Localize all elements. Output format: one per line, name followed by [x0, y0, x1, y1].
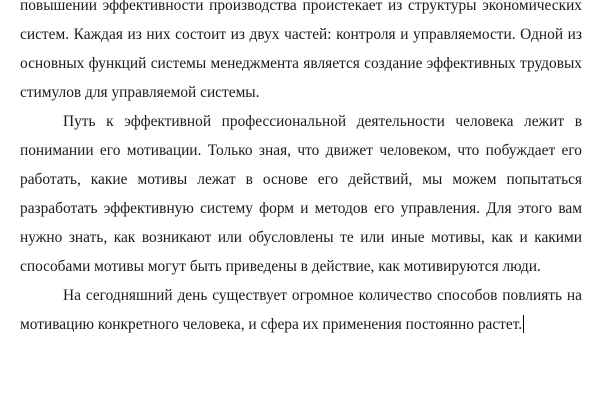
paragraph-3 [20, 281, 582, 339]
paragraph-2: Путь к эффективной профессиональной деятельности человека лежит в понимании его мотивации. Только зная, что движет человеком, что побуждает его работать, какие мотивы лежат в основе его действий, мы можем попытаться разработать эффективную систему форм и методов его управления. Для этого вам нужно знать, как возникают или обусловлены те или иные мотивы, как и какими способами мотивы могут быть приведены в действие, как мотивируются люди. [20, 113, 582, 275]
paragraph-1: повышении эффективности производства проистекает из структуры экономических систем. Каждая из них состоит из двух частей: контроля и управляемости. Одной из основных функций системы менеджмента является создание эффективных трудовых стимулов для управляемой системы. [20, 0, 582, 101]
text-cursor [523, 315, 524, 333]
paragraph-3-text: На сегодняшний день существует огромное количество способов повлиять на мотивацию конкретного человека, и сфера их применения постоянно растет. [20, 287, 582, 333]
document-body[interactable] [20, 0, 582, 339]
